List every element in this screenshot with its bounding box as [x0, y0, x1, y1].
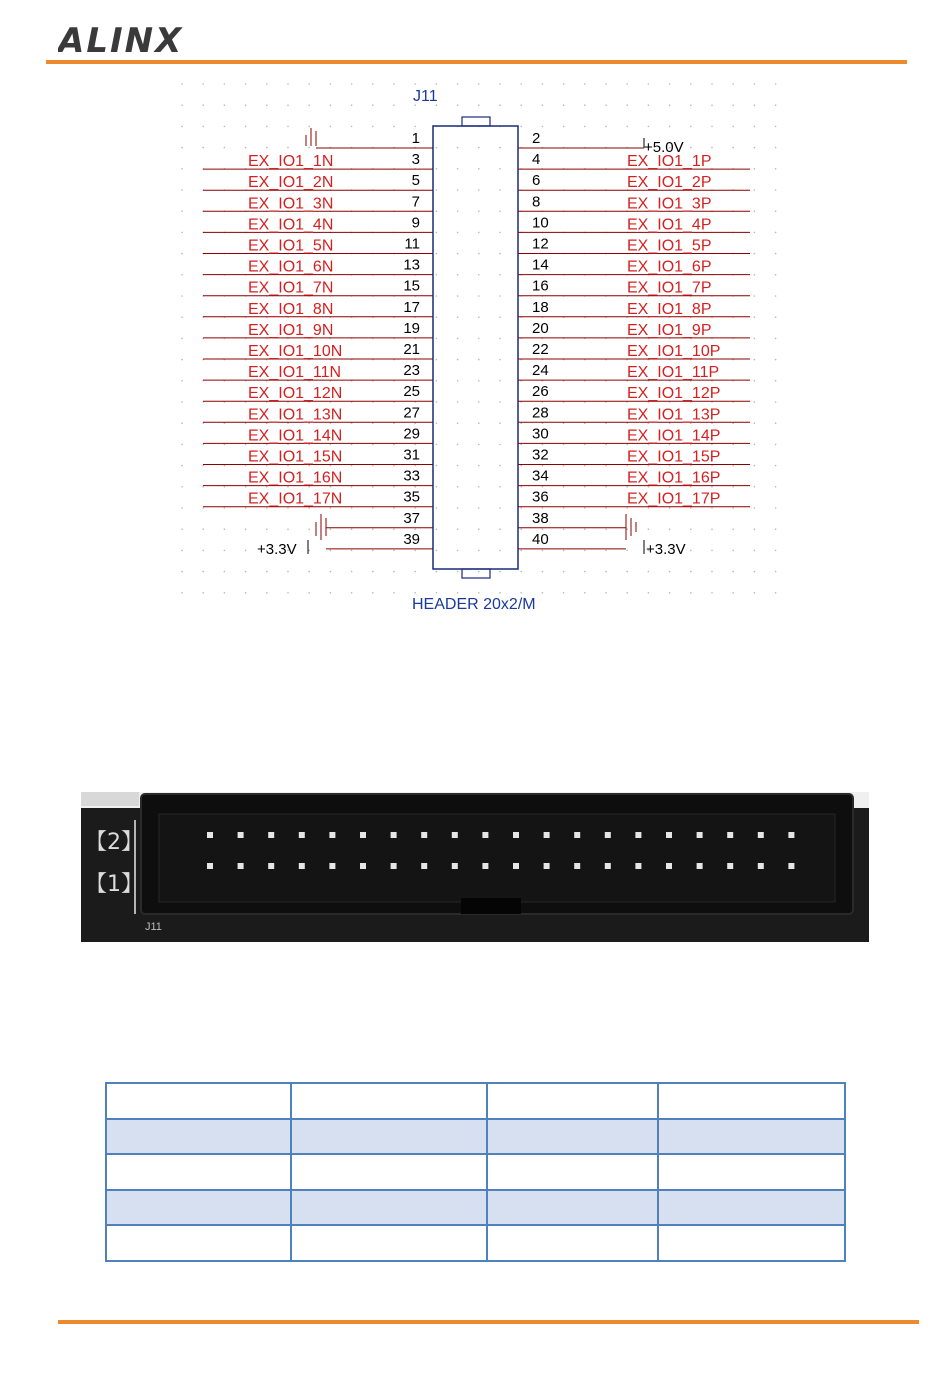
pin-number-right: 24	[532, 362, 549, 380]
pin-number-right: 10	[532, 214, 549, 232]
footer-rule	[58, 1320, 919, 1324]
net-label-right: EX_IO1_7P	[627, 279, 712, 297]
connector-pin	[513, 863, 519, 869]
pin-number-right: 38	[532, 509, 549, 527]
silk-pin1-label: 【1】	[85, 872, 143, 897]
table-cell	[106, 1225, 291, 1261]
table-cell	[291, 1154, 487, 1190]
net-label-left: EX_IO1_12N	[248, 385, 343, 403]
table-cell	[106, 1119, 291, 1155]
connector-pin	[697, 863, 703, 869]
pin-number-left: 39	[403, 530, 420, 548]
net-label-right: EX_IO1_13P	[627, 406, 721, 424]
net-label-right: EX_IO1_9P	[627, 321, 712, 339]
table-cell	[487, 1190, 659, 1226]
pin-number-right: 6	[532, 172, 541, 190]
connector-pin	[421, 832, 427, 838]
net-label-left: EX_IO1_9N	[248, 321, 334, 339]
connector-ref: J11	[413, 88, 438, 105]
connector-pin	[482, 863, 488, 869]
table-cell	[487, 1083, 659, 1119]
net-label-left: EX_IO1_16N	[248, 469, 343, 487]
net-label-right: EX_IO1_8P	[627, 300, 712, 318]
connector-pin	[207, 863, 213, 869]
pin-number-left: 37	[403, 509, 420, 527]
table-cell	[291, 1225, 487, 1261]
j11-schematic	[172, 78, 782, 618]
pin-number-left: 7	[411, 193, 420, 211]
connector-pin	[452, 832, 458, 838]
pin-number-right: 28	[532, 404, 549, 422]
table-cell	[658, 1190, 845, 1226]
connector-body	[433, 126, 518, 569]
net-label-left: EX_IO1_13N	[248, 406, 343, 424]
power-3v3-right-label: +3.3V	[646, 541, 686, 558]
connector-pin	[788, 832, 794, 838]
table-cell	[106, 1083, 291, 1119]
table-row	[106, 1119, 845, 1155]
net-label-right: EX_IO1_10P	[627, 343, 721, 360]
connector-pin	[727, 863, 733, 869]
table-cell	[106, 1154, 291, 1190]
connector-pin	[391, 863, 397, 869]
net-label-right: EX_IO1_12P	[627, 385, 721, 403]
photo-top-left-board	[81, 792, 139, 806]
header-rule	[46, 60, 907, 64]
pin-number-right: 20	[532, 319, 549, 337]
table-cell	[487, 1119, 659, 1155]
pin-number-left: 19	[403, 319, 420, 337]
pin-number-left: 35	[403, 488, 420, 506]
connector-pin	[238, 832, 244, 838]
table-cell	[106, 1190, 291, 1226]
connector-pin	[360, 863, 366, 869]
net-label-right: EX_IO1_5P	[627, 237, 712, 255]
connector-pin	[299, 832, 305, 838]
net-label-left: EX_IO1_14N	[248, 427, 343, 445]
connector-part: HEADER 20x2/M	[412, 596, 536, 613]
brand-text: ALINX	[58, 21, 184, 58]
connector-pin	[727, 832, 733, 838]
pin-number-left: 13	[403, 256, 420, 274]
table-row	[106, 1225, 845, 1261]
net-label-left: EX_IO1_17N	[248, 490, 343, 508]
silk-pin2-label: 【2】	[85, 830, 143, 855]
connector-pin	[635, 832, 641, 838]
connector-pin	[329, 863, 335, 869]
net-label-right: EX_IO1_16P	[627, 469, 721, 487]
net-label-right: EX_IO1_3P	[627, 195, 712, 213]
connector-pin	[666, 832, 672, 838]
ground-icon-pin38	[626, 514, 636, 540]
connector-key-top	[462, 117, 490, 126]
pin-number-left: 5	[411, 172, 420, 190]
connector-pin	[544, 863, 550, 869]
pin-number-right: 14	[532, 256, 549, 274]
pin-number-left: 9	[411, 214, 420, 232]
connector-pin	[605, 863, 611, 869]
table-cell	[658, 1119, 845, 1155]
connector-pin	[574, 832, 580, 838]
net-label-right: EX_IO1_2P	[627, 174, 712, 192]
pin-number-right: 4	[532, 151, 541, 169]
pin-number-left: 11	[404, 235, 420, 253]
pin-number-right: 16	[532, 277, 549, 295]
pin-number-left: 25	[403, 383, 420, 401]
table-cell	[658, 1154, 845, 1190]
pin-number-left: 31	[403, 446, 420, 464]
net-label-left: EX_IO1_10N	[248, 343, 343, 360]
net-label-left: EX_IO1_6N	[248, 258, 334, 276]
pin-number-right: 32	[532, 446, 549, 464]
connector-key-bottom	[462, 569, 490, 578]
net-label-left: EX_IO1_4N	[248, 216, 334, 234]
pin-number-left: 27	[403, 404, 420, 422]
connector-pin	[544, 832, 550, 838]
net-label-right: EX_IO1_15P	[627, 448, 721, 466]
pin-number-left: 15	[403, 277, 420, 295]
net-label-left: EX_IO1_1N	[248, 153, 334, 171]
silk-ref-label: J11	[145, 921, 162, 933]
connector-pin	[605, 832, 611, 838]
connector-pin	[574, 863, 580, 869]
power-3v3-left-label: +3.3V	[257, 541, 297, 558]
connector-pin	[635, 863, 641, 869]
net-label-right: EX_IO1_14P	[627, 427, 721, 445]
connector-pin	[268, 832, 274, 838]
table-row	[106, 1083, 845, 1119]
connector-pin	[329, 832, 335, 838]
pin-number-left: 21	[403, 341, 420, 358]
table-cell	[291, 1083, 487, 1119]
pin-number-left: 33	[403, 467, 420, 485]
table-cell	[487, 1225, 659, 1261]
net-label-left: EX_IO1_11N	[248, 364, 342, 382]
connector-pin	[452, 863, 458, 869]
net-label-right: EX_IO1_17P	[627, 490, 721, 508]
net-label-left: EX_IO1_5N	[248, 237, 334, 255]
connector-pin	[391, 832, 397, 838]
net-label-right: EX_IO1_1P	[627, 153, 712, 171]
connector-pin	[666, 863, 672, 869]
connector-pin	[788, 863, 794, 869]
pin-number-right: 26	[532, 383, 549, 401]
pin-number-left: 23	[403, 362, 420, 380]
table-cell	[658, 1083, 845, 1119]
pin-number-right: 12	[532, 235, 549, 253]
connector-pin	[421, 863, 427, 869]
table-row	[106, 1190, 845, 1226]
pin-number-right: 18	[532, 298, 549, 316]
pin-number-left: 1	[411, 130, 420, 147]
pin-number-right: 36	[532, 488, 549, 506]
ground-icon-pin37	[316, 514, 326, 540]
ground-icon-pin1	[306, 128, 316, 146]
pin-number-right: 30	[532, 425, 549, 443]
connector-pin	[482, 832, 488, 838]
pin-number-right: 40	[532, 530, 549, 548]
pin-number-right: 8	[532, 193, 541, 211]
connector-pin	[299, 863, 305, 869]
connector-pin	[268, 863, 274, 869]
connector-key-notch	[461, 898, 521, 914]
net-label-right: EX_IO1_11P	[627, 364, 720, 382]
pin-number-right: 34	[532, 467, 549, 485]
connector-pin	[697, 832, 703, 838]
pin-table	[105, 1082, 846, 1262]
net-label-left: EX_IO1_8N	[248, 300, 334, 318]
net-label-left: EX_IO1_7N	[248, 279, 334, 297]
net-label-left: EX_IO1_15N	[248, 448, 343, 466]
pin-number-right: 2	[532, 130, 541, 147]
connector-pin	[360, 832, 366, 838]
pin-number-left: 17	[403, 298, 420, 316]
pin-number-left: 3	[411, 151, 420, 169]
connector-pin	[513, 832, 519, 838]
net-label-left: EX_IO1_3N	[248, 195, 334, 213]
connector-pin	[758, 832, 764, 838]
alinx-logo	[58, 18, 228, 58]
table-row	[106, 1154, 845, 1190]
connector-pin	[758, 863, 764, 869]
connector-pin	[207, 832, 213, 838]
j11-connector-photo	[81, 792, 869, 942]
table-cell	[658, 1225, 845, 1261]
power-5v-label: +5.0V	[644, 139, 684, 156]
net-label-left: EX_IO1_2N	[248, 174, 334, 192]
table-cell	[291, 1190, 487, 1226]
net-label-right: EX_IO1_6P	[627, 258, 712, 276]
pin-number-right: 22	[532, 341, 549, 358]
pin-number-left: 29	[403, 425, 420, 443]
connector-pin	[238, 863, 244, 869]
table-cell	[291, 1119, 487, 1155]
table-cell	[487, 1154, 659, 1190]
net-label-right: EX_IO1_4P	[627, 216, 712, 234]
connector-inner	[159, 814, 835, 902]
